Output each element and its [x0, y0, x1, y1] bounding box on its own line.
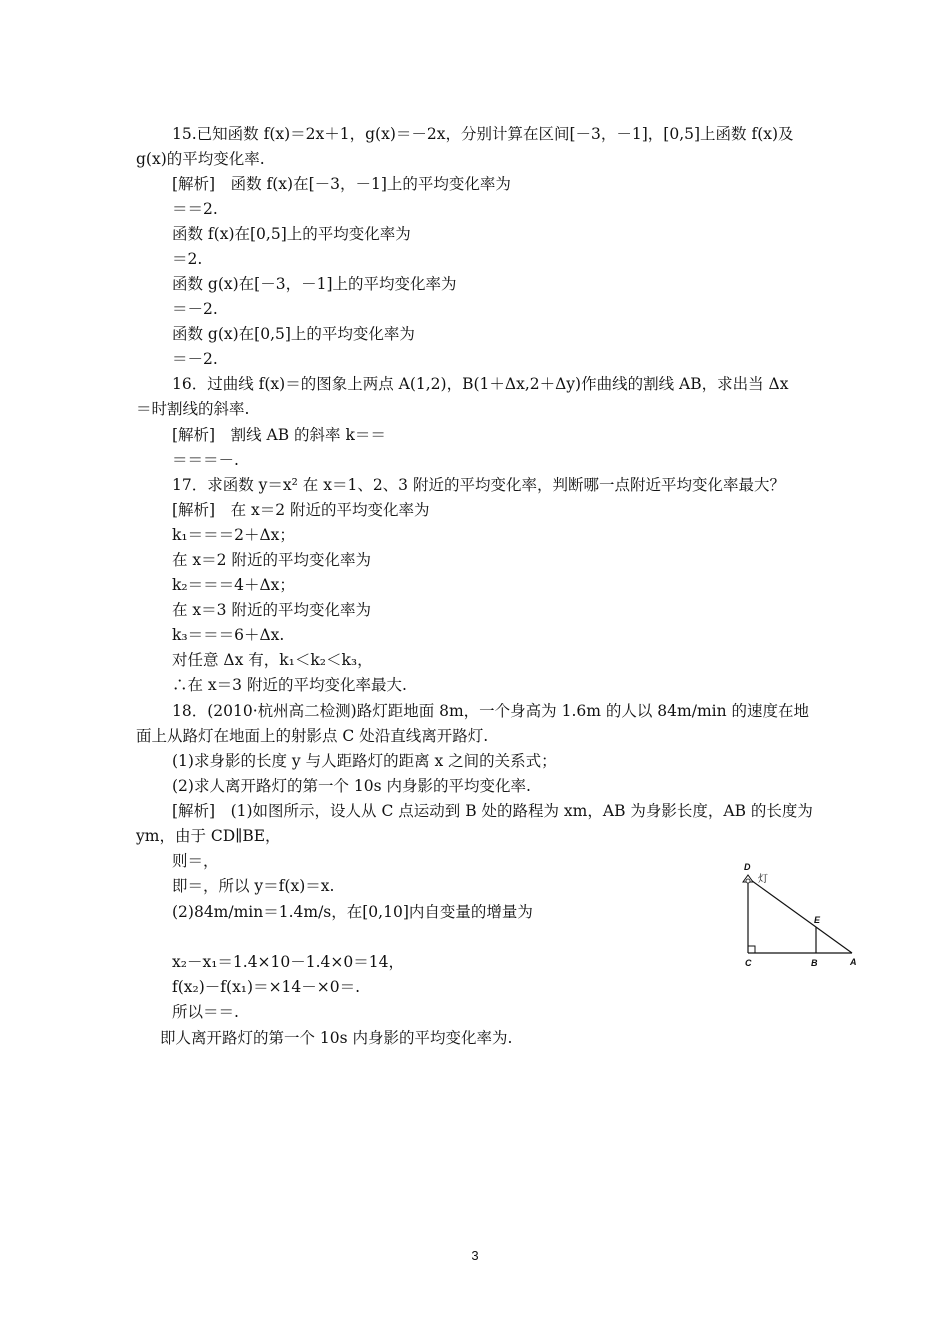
- solution-17-line: k₂＝＝＝4＋Δx；: [172, 576, 295, 594]
- solution-15-line: ＝－2.: [172, 300, 218, 318]
- solution-18-label-line: [解析] (1)如图所示，设人从 C 点运动到 B 处的路程为 xm，AB 为身影长度，AB 的长度为: [172, 802, 813, 820]
- problem-18-line-2: 面上从路灯在地面上的射影点 C 处沿直线离开路灯.: [136, 727, 489, 745]
- solution-15-label-line: [解析] 函数 f(x)在[－3，－1]上的平均变化率为: [172, 175, 511, 193]
- problem-18-line-1: 18．(2010·杭州高二检测)路灯距地面 8m，一个身高为 1.6m 的人以 84m/min 的速度在地: [172, 702, 810, 720]
- light-ray-line: [748, 878, 852, 953]
- solution-17-line: 在 x＝3 附近的平均变化率为: [172, 601, 371, 619]
- lamp-shadow-diagram: [735, 860, 865, 970]
- solution-18-line: f(x₂)－f(x₁)＝×14－×0＝.: [172, 978, 361, 996]
- solution-18-line: x₂－x₁＝1.4×10－1.4×0＝14，: [172, 953, 404, 971]
- solution-17-line: 对任意 Δx 有，k₁＜k₂＜k₃，: [172, 651, 373, 669]
- solution-17-conclusion: ∴在 x＝3 附近的平均变化率最大.: [172, 676, 407, 694]
- solution-16-line: ＝＝＝－.: [172, 451, 239, 469]
- solution-17-label-line: [解析] 在 x＝2 附近的平均变化率为: [172, 501, 430, 519]
- solution-18-line: 所以＝＝.: [172, 1003, 239, 1021]
- solution-18-line: ym，由于 CD∥BE，: [136, 827, 281, 845]
- problem-18-part-1: (1)求身影的长度 y 与人距路灯的距离 x 之间的关系式；: [172, 752, 557, 770]
- problem-15-line-1: 15.已知函数 f(x)＝2x＋1，g(x)＝－2x，分别计算在区间[－3，－1]，[0,5]上函数 f(x)及: [172, 125, 794, 143]
- problem-18-part-2: (2)求人离开路灯的第一个 10s 内身影的平均变化率.: [172, 777, 531, 795]
- solution-17-line: k₃＝＝＝6＋Δx.: [172, 626, 285, 644]
- page-number: 3: [471, 1248, 479, 1263]
- solution-17-line: 在 x＝2 附近的平均变化率为: [172, 551, 371, 569]
- solution-17-line: k₁＝＝＝2＋Δx；: [172, 526, 295, 544]
- solution-15-line: 函数 f(x)在[0,5]上的平均变化率为: [172, 225, 411, 243]
- right-angle-mark: [748, 946, 755, 953]
- solution-15-line: ＝－2.: [172, 350, 218, 368]
- problem-16-line-2: ＝时割线的斜率.: [136, 400, 250, 418]
- solution-18-line: 即＝，所以 y＝f(x)＝x.: [172, 877, 335, 895]
- solution-15-line: ＝2.: [172, 250, 203, 268]
- solution-15-line: 函数 g(x)在[－3，－1]上的平均变化率为: [172, 275, 457, 293]
- label-lamp: 灯: [758, 874, 768, 885]
- solution-15-line: ＝＝2.: [172, 200, 218, 218]
- label-d: D: [744, 862, 751, 872]
- solution-18-line: 则＝，: [172, 852, 219, 870]
- problem-15-line-2: g(x)的平均变化率.: [136, 150, 265, 168]
- problem-17-line: 17．求函数 y＝x² 在 x＝1、2、3 附近的平均变化率，判断哪一点附近平均变化率最大？: [172, 476, 785, 494]
- label-b: B: [811, 958, 818, 968]
- label-a: A: [850, 957, 857, 967]
- solution-15-line: 函数 g(x)在[0,5]上的平均变化率为: [172, 325, 415, 343]
- solution-16-label-line: [解析] 割线 AB 的斜率 k＝＝: [172, 426, 386, 444]
- lamp-icon: [743, 875, 753, 883]
- label-c: C: [745, 958, 752, 968]
- problem-16-line-1: 16．过曲线 f(x)＝的图象上两点 A(1,2)，B(1＋Δx,2＋Δy)作曲线的割线 AB，求出当 Δx: [172, 375, 789, 393]
- solution-18-line: (2)84m/min＝1.4m/s，在[0,10]内自变量的增量为: [172, 903, 533, 921]
- label-e: E: [814, 915, 821, 925]
- solution-18-conclusion: 即人离开路灯的第一个 10s 内身影的平均变化率为.: [160, 1029, 513, 1047]
